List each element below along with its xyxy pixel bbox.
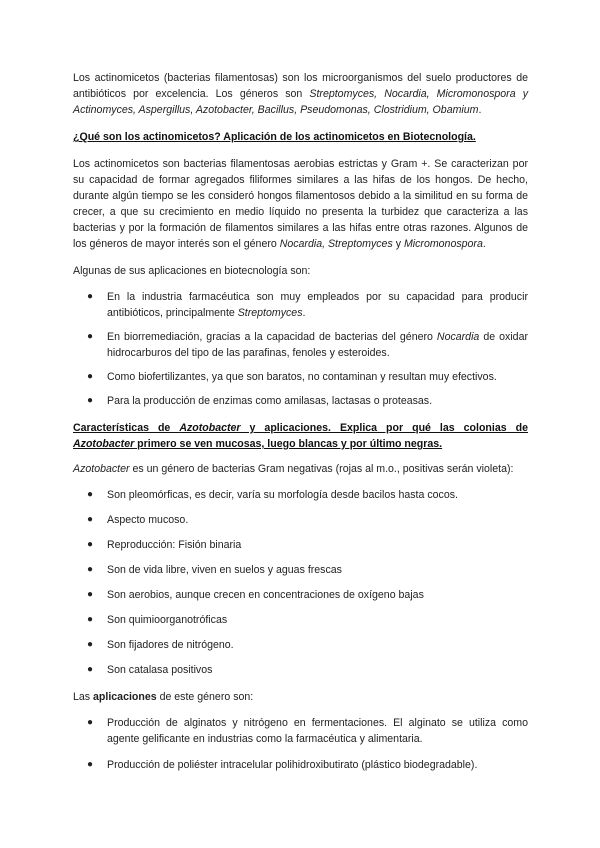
list-item-text: Son de vida libre, viven en suelos y aguas frescas	[107, 564, 342, 576]
heading-part: y aplicaciones. Explica por qué las colonias de	[240, 422, 528, 434]
heading-part: Características de	[73, 422, 180, 434]
list-item-text: En la industria farmacéutica son muy empleados por su capacidad para producir antibióticos, principalmente	[107, 291, 528, 319]
intro-text: Los actinomicetos (bacterias filamentosas) son los microorganismos del suelo productores de antibióticos por excelencia. Los géneros son	[73, 72, 528, 100]
list-item-italic: Streptomyces	[237, 307, 303, 319]
apps-intro-bold: aplicaciones	[93, 691, 157, 703]
actinomicetos-applications-list	[73, 289, 528, 409]
bullet-icon: ●	[87, 331, 94, 342]
intro-genera: Streptomyces, Nocardia, Micromonospora y Actinomyces, Aspergillus, Azotobacter, Bacillus, Pseudomonas, Clostridium, Obamium	[73, 88, 528, 116]
bullet-icon: ●	[87, 664, 94, 675]
section-azotobacter-heading	[73, 420, 528, 452]
bullet-icon: ●	[87, 489, 94, 500]
list-item-text: Son quimioorganotróficas	[107, 614, 228, 626]
azotobacter-name: Azotobacter	[73, 463, 130, 475]
bullet-icon: ●	[87, 639, 94, 650]
list-item-italic: Nocardia	[436, 331, 480, 343]
list-item	[73, 369, 528, 385]
list-item-after: de oxidar hidrocarburos del tipo de las parafinas, fenoles y esteroides.	[107, 331, 528, 359]
list-item	[73, 289, 528, 321]
actinomicetos-genera: Nocardia, Streptomyces	[279, 238, 393, 250]
list-item-text: Como biofertilizantes, ya que son baratos, no contaminan y resultan muy efectivos.	[107, 371, 497, 383]
list-item	[73, 637, 528, 653]
bullet-icon: ●	[87, 614, 94, 625]
azotobacter-applications-list	[73, 715, 528, 773]
list-item-text: Producción de alginatos y nitrógeno en fermentaciones. El alginato se utiliza como agente gelificante en industrias como la farmacéutica y alimentaria.	[107, 717, 528, 745]
document-page	[73, 70, 528, 773]
list-item-text: Para la producción de enzimas como amilasas, lactasas o proteasas.	[107, 395, 433, 407]
applications-intro: Algunas de sus aplicaciones en biotecnología son:	[73, 265, 311, 277]
list-item	[73, 715, 528, 747]
list-item	[73, 512, 528, 528]
bullet-icon: ●	[87, 291, 94, 302]
list-item-text: Son catalasa positivos	[107, 664, 213, 676]
heading-italic: Azotobacter	[179, 422, 241, 434]
bullet-icon: ●	[87, 564, 94, 575]
actinomicetos-end: .	[482, 238, 486, 250]
intro-paragraph	[73, 70, 528, 118]
list-item-text: Reproducción: Fisión binaria	[107, 539, 242, 551]
azotobacter-intro	[73, 461, 528, 477]
list-item-text: Producción de poliéster intracelular polihidroxibutirato (plástico biodegradable).	[107, 759, 478, 771]
bullet-icon: ●	[87, 759, 94, 770]
list-item-text: Son fijadores de nitrógeno.	[107, 639, 234, 651]
bullet-icon: ●	[87, 717, 94, 728]
bullet-icon: ●	[87, 589, 94, 600]
bullet-icon: ●	[87, 371, 94, 382]
list-item	[73, 329, 528, 361]
apps-intro-part: Las	[73, 691, 94, 703]
intro-end: .	[478, 104, 482, 116]
list-item	[73, 562, 528, 578]
azotobacter-applications-intro	[73, 689, 528, 705]
actinomicetos-paragraph	[73, 156, 528, 252]
list-item	[73, 612, 528, 628]
bullet-icon: ●	[87, 539, 94, 550]
actinomicetos-text: Los actinomicetos son bacterias filamentosas aerobias estrictas y Gram +. Se caracterizan por su capacidad de formar agregados filiformes similares a las hifas de los hongos. De hecho, durante algún tiempo se les consideró hongos filamentosos debido a la similitud en su forma de crecer, a que su crecimiento en medio líquido no presenta la turbidez que caracteriza a las bacterias y por la formación de filamentos similares a las hifas entre otras razones. Algunos de los géneros de mayor interés son el género	[73, 158, 528, 250]
list-item-after: .	[302, 307, 306, 319]
list-item-text: Son aerobios, aunque crecen en concentraciones de oxígeno bajas	[107, 589, 424, 601]
list-item-text: Son pleomórficas, es decir, varía su morfología desde bacilos hasta cocos.	[107, 489, 458, 501]
list-item-text: En biorremediación, gracias a la capacidad de bacterias del género	[107, 331, 437, 343]
list-item	[73, 537, 528, 553]
list-item	[73, 487, 528, 503]
actinomicetos-and: y	[392, 238, 404, 250]
list-item-text: Aspecto mucoso.	[107, 514, 189, 526]
azotobacter-traits-list	[73, 487, 528, 678]
bullet-icon: ●	[87, 514, 94, 525]
heading-part: primero se ven mucosas, luego blancas y por último negras.	[134, 438, 443, 450]
actinomicetos-genus-last: Micromonospora	[403, 238, 483, 250]
list-item	[73, 587, 528, 603]
azotobacter-intro-text: es un género de bacterias Gram negativas (rojas al m.o., positivas serán violeta):	[129, 463, 514, 475]
list-item	[73, 393, 528, 409]
bullet-icon: ●	[87, 395, 94, 406]
apps-intro-part: de este género son:	[156, 691, 254, 703]
section-actinomicetos-heading: ¿Qué son los actinomicetos? Aplicación de los actinomicetos en Biotecnología.	[73, 131, 476, 143]
heading-italic: Azotobacter	[73, 438, 135, 450]
list-item	[73, 757, 528, 773]
list-item	[73, 662, 528, 678]
